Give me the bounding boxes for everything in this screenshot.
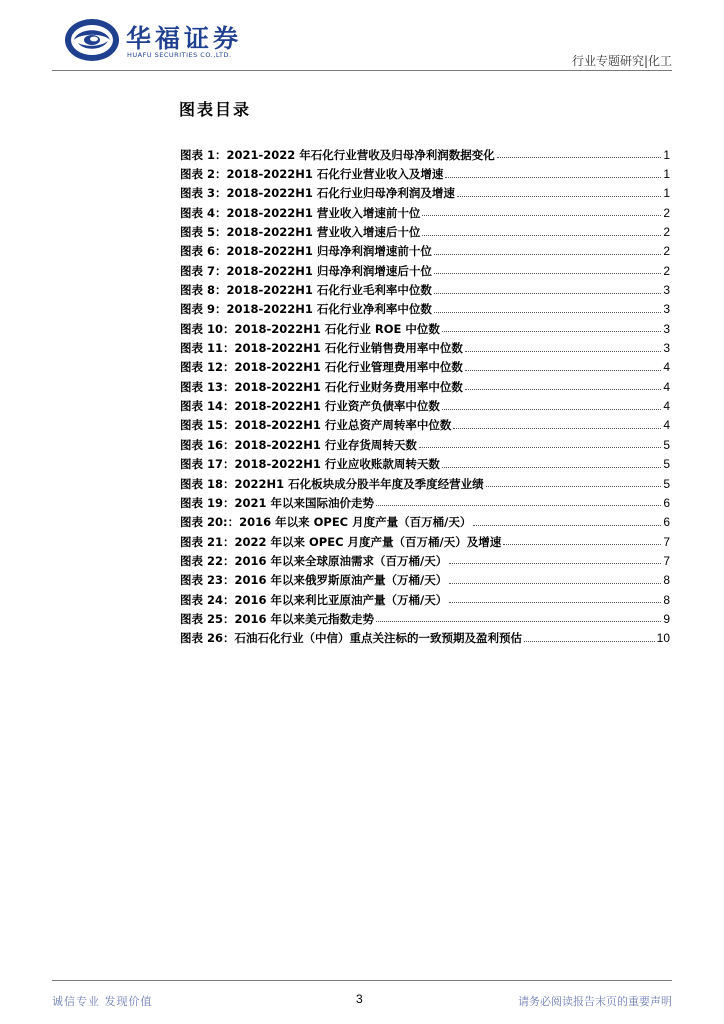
header-divider	[52, 70, 672, 71]
table-of-figures	[180, 145, 670, 648]
toc-dot-leader	[434, 312, 661, 313]
toc-entry-page: 3	[663, 283, 670, 298]
toc-dot-leader	[453, 428, 661, 429]
toc-entry-label: 图表 23：2016 年以来俄罗斯原油产量（万桶/天）	[180, 573, 448, 588]
toc-dot-leader	[457, 196, 661, 197]
company-logo	[64, 17, 264, 67]
toc-entry[interactable]	[180, 164, 670, 183]
toc-entry-page: 2	[663, 244, 670, 259]
toc-dot-leader	[486, 486, 662, 487]
toc-dot-leader	[449, 583, 661, 584]
toc-entry-page: 3	[663, 321, 670, 336]
toc-dot-leader	[442, 467, 661, 468]
toc-entry-page: 2	[663, 263, 670, 278]
toc-entry-page: 4	[663, 418, 670, 433]
toc-entry-page: 6	[663, 495, 670, 510]
toc-dot-leader	[442, 331, 661, 332]
toc-entry[interactable]	[180, 416, 670, 435]
toc-entry[interactable]	[180, 609, 670, 628]
toc-entry-page: 7	[663, 534, 670, 549]
toc-dot-leader	[449, 563, 661, 564]
toc-entry-page: 2	[663, 225, 670, 240]
toc-entry-label: 图表 14：2018-2022H1 行业资产负债率中位数	[180, 399, 440, 414]
toc-entry-label: 图表 1：2021-2022 年石化行业营收及归母净利润数据变化	[180, 147, 495, 162]
toc-entry[interactable]	[180, 455, 670, 474]
toc-entry[interactable]	[180, 513, 670, 532]
toc-entry[interactable]	[180, 358, 670, 377]
toc-dot-leader	[376, 621, 661, 622]
toc-entry-page: 10	[656, 631, 670, 646]
toc-entry-page: 1	[663, 147, 670, 162]
toc-entry[interactable]	[180, 590, 670, 609]
toc-entry[interactable]	[180, 222, 670, 241]
footer-slogan: 诚信专业 发现价值	[52, 995, 153, 1008]
toc-entry-label: 图表 12：2018-2022H1 石化行业管理费用率中位数	[180, 360, 463, 375]
toc-entry[interactable]	[180, 184, 670, 203]
toc-entry-label: 图表 4：2018-2022H1 营业收入增速前十位	[180, 205, 421, 220]
toc-entry-label: 图表 18：2022H1 石化板块成分股半年度及季度经营业绩	[180, 476, 484, 491]
toc-entry-label: 图表 15：2018-2022H1 行业总资产周转率中位数	[180, 418, 452, 433]
toc-entry[interactable]	[180, 319, 670, 338]
toc-entry-label: 图表 3：2018-2022H1 石化行业归母净利润及增速	[180, 186, 455, 201]
toc-entry-page: 3	[663, 341, 670, 356]
toc-dot-leader	[497, 157, 662, 158]
toc-entry-label: 图表 21：2022 年以来 OPEC 月度产量（百万桶/天）及增速	[180, 534, 502, 549]
toc-entry-page: 6	[663, 515, 670, 530]
toc-entry-label: 图表 19：2021 年以来国际油价走势	[180, 495, 375, 510]
toc-entry-label: 图表 25：2016 年以来美元指数走势	[180, 611, 375, 626]
toc-dot-leader	[376, 505, 661, 506]
toc-entry[interactable]	[180, 145, 670, 164]
toc-entry-label: 图表 17：2018-2022H1 行业应收账款周转天数	[180, 457, 440, 472]
toc-entry-page: 8	[663, 573, 670, 588]
toc-entry-page: 9	[663, 611, 670, 626]
toc-entry-page: 5	[663, 437, 670, 452]
toc-entry-label: 图表 24：2016 年以来利比亚原油产量（万桶/天）	[180, 592, 448, 607]
toc-dot-leader	[445, 177, 661, 178]
toc-entry[interactable]	[180, 532, 670, 551]
toc-entry-page: 1	[663, 186, 670, 201]
toc-entry-label: 图表 2：2018-2022H1 石化行业营业收入及增速	[180, 167, 444, 182]
toc-entry[interactable]	[180, 551, 670, 570]
page-header	[0, 0, 724, 75]
toc-dot-leader	[465, 351, 661, 352]
toc-entry-page: 1	[663, 167, 670, 182]
toc-entry-label: 图表 6：2018-2022H1 归母净利润增速前十位	[180, 244, 432, 259]
toc-entry[interactable]	[180, 377, 670, 396]
toc-entry[interactable]	[180, 300, 670, 319]
toc-dot-leader	[465, 370, 661, 371]
toc-entry[interactable]	[180, 203, 670, 222]
toc-dot-leader	[503, 544, 661, 545]
toc-entry-label: 图表 16：2018-2022H1 行业存货周转天数	[180, 437, 417, 452]
toc-entry-label: 图表 7：2018-2022H1 归母净利润增速后十位	[180, 263, 432, 278]
toc-entry-label: 图表 22：2016 年以来全球原油需求（百万桶/天）	[180, 553, 448, 568]
toc-entry-page: 4	[663, 379, 670, 394]
toc-entry[interactable]	[180, 474, 670, 493]
toc-dot-leader	[524, 641, 655, 642]
toc-entry-label: 图表 20:：2016 年以来 OPEC 月度产量（百万桶/天）	[180, 515, 472, 530]
toc-entry[interactable]	[180, 435, 670, 454]
toc-entry-page: 4	[663, 399, 670, 414]
toc-dot-leader	[422, 215, 661, 216]
page-number: 3	[356, 992, 363, 1006]
toc-entry-label: 图表 9：2018-2022H1 石化行业净利率中位数	[180, 302, 432, 317]
toc-dot-leader	[434, 254, 661, 255]
toc-dot-leader	[434, 273, 661, 274]
toc-dot-leader	[473, 525, 661, 526]
toc-dot-leader	[422, 235, 661, 236]
toc-entry-label: 图表 5：2018-2022H1 营业收入增速后十位	[180, 225, 421, 240]
toc-entry[interactable]	[180, 571, 670, 590]
toc-title: 图表目录	[179, 100, 252, 119]
toc-entry[interactable]	[180, 338, 670, 357]
toc-dot-leader	[442, 409, 661, 410]
toc-dot-leader	[449, 602, 661, 603]
toc-entry-page: 5	[663, 476, 670, 491]
toc-entry-label: 图表 13：2018-2022H1 石化行业财务费用率中位数	[180, 379, 463, 394]
toc-entry-page: 2	[663, 205, 670, 220]
toc-entry-label: 图表 26：石油石化行业（中信）重点关注标的一致预期及盈利预估	[180, 631, 523, 646]
footer-disclaimer: 请务必阅读报告末页的重要声明	[518, 995, 672, 1008]
report-type: 行业专题研究|化工	[571, 54, 672, 68]
toc-entry[interactable]	[180, 280, 670, 299]
brand-name-cn: 华福证券	[126, 24, 243, 53]
huafu-logo-icon	[64, 17, 120, 63]
toc-entry[interactable]	[180, 493, 670, 512]
toc-entry-page: 8	[663, 592, 670, 607]
toc-entry-label: 图表 10：2018-2022H1 石化行业 ROE 中位数	[180, 321, 440, 336]
toc-entry[interactable]	[180, 261, 670, 280]
toc-entry-label: 图表 8：2018-2022H1 石化行业毛利率中位数	[180, 283, 432, 298]
toc-entry[interactable]	[180, 396, 670, 415]
toc-entry-page: 4	[663, 360, 670, 375]
toc-dot-leader	[434, 293, 661, 294]
toc-entry-page: 3	[663, 302, 670, 317]
footer-divider	[52, 980, 672, 981]
toc-entry[interactable]	[180, 242, 670, 261]
toc-entry-page: 7	[663, 553, 670, 568]
toc-entry[interactable]	[180, 629, 670, 648]
toc-entry-label: 图表 11：2018-2022H1 石化行业销售费用率中位数	[180, 341, 463, 356]
toc-dot-leader	[465, 389, 661, 390]
brand-name-en: HUAFU SECURITIES CO.,LTD.	[127, 51, 232, 59]
toc-dot-leader	[419, 447, 661, 448]
toc-entry-page: 5	[663, 457, 670, 472]
